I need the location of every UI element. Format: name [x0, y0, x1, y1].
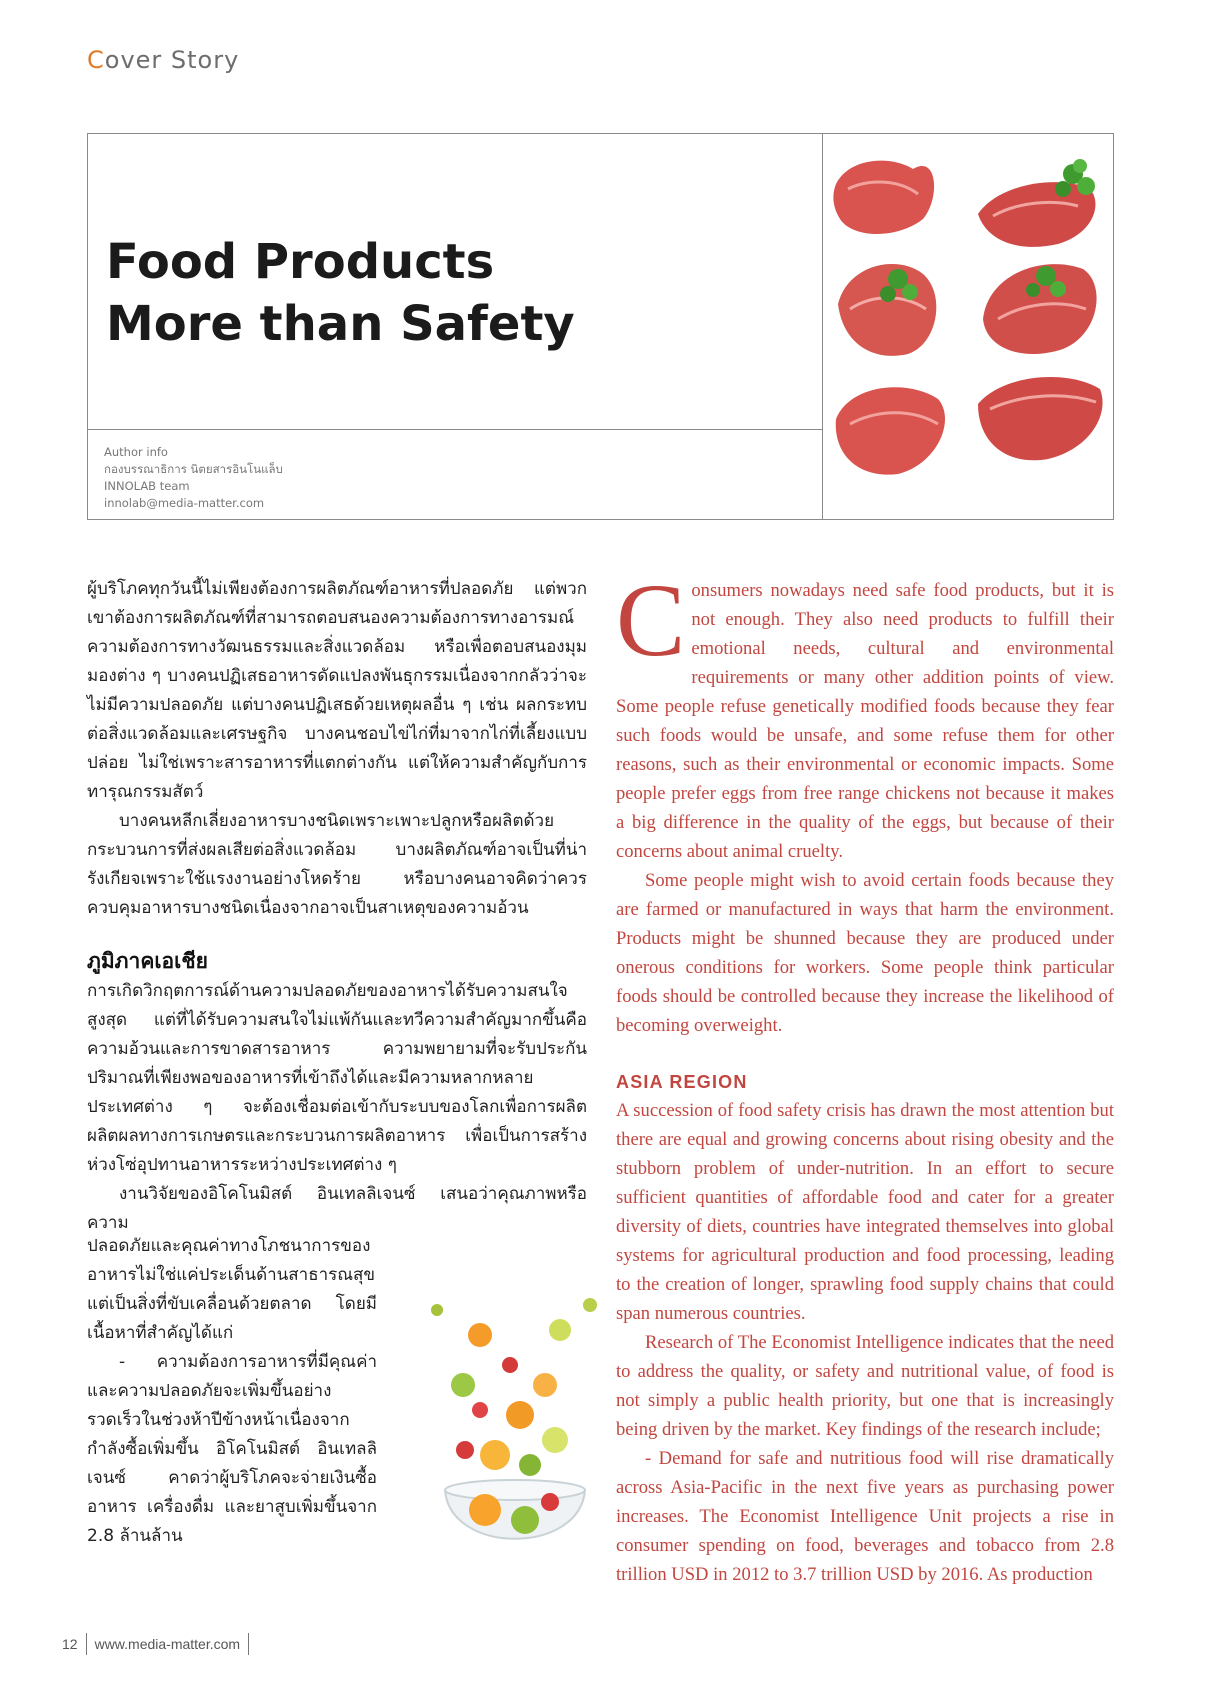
english-section-heading: ASIA REGION — [616, 1072, 748, 1092]
english-paragraph: Some people might wish to avoid certain foods because they are farmed or manufactured in ways that harm the environment. Products might be shunned because they are produced under onerous conditions for workers. Some people think particular foods should be controlled because they increase the likelihood of becoming overweight. — [616, 870, 1114, 1036]
drop-cap: C — [616, 563, 686, 678]
kiwi-slice-icon — [519, 1454, 541, 1476]
bowl-icon — [445, 1480, 585, 1539]
thai-section-heading: ภูมิภาคเอเชีย — [87, 949, 208, 973]
section-label-rest: over Story — [104, 46, 240, 74]
strawberry-icon — [502, 1357, 518, 1373]
meat-slice-icon — [838, 264, 936, 356]
english-paragraph: Research of The Economist Intelligence indicates that the need to address the quality, or safety and nutritional value, of food is not simply a public health priority, but one that is increasingly being driven by the market. Key findings of the research include; — [616, 1332, 1114, 1440]
grape-icon — [583, 1298, 597, 1312]
section-label-initial: C — [87, 46, 105, 74]
orange-slice-icon — [480, 1440, 510, 1470]
raw-meat-photo — [828, 144, 1108, 504]
meat-slice-icon — [978, 182, 1095, 247]
meat-slice-icon — [978, 377, 1103, 460]
meat-slice-icon — [833, 161, 934, 234]
article-title — [106, 231, 575, 355]
author-info — [104, 444, 283, 512]
english-paragraph: onsumers nowadays need safe food products, but it is not enough. They also need products to fulfill their emotional needs, cultural and environmental requirements or many other addition points of view. Some people refuse genetically modified foods because they fear such foods would be unsafe, and some refuse them for other reasons, such as their environmental or economic impacts. Some people prefer eggs from free range chickens not because it makes a big difference in the quality of the eggs, but because of their concerns about animal cruelty. — [616, 580, 1114, 862]
orange-slice-icon — [468, 1323, 492, 1347]
english-column — [616, 563, 1114, 1589]
thai-paragraph: - ความต้องการอาหารที่มีคุณค่าและความปลอดภัยจะเพิ่มขึ้นอย่างรวดเร็วในช่วงห้าปีข้างหน้าเนื่องจากกำลังซื้อเพิ่มขึ้น อิโคโนมิสต์ อินเทลลิเจนซ์ คาดว่าผู้บริโภคจะจ่ายเงินซื้ออาหาร เครื่องดื่ม และยาสูบเพิ่มขึ้นจาก 2.8 ล้านล้าน — [87, 1352, 377, 1546]
author-team: INNOLAB team — [104, 479, 190, 493]
thai-column — [87, 575, 587, 1238]
footer-website-link[interactable]: www.media-matter.com — [94, 1636, 241, 1652]
strawberry-icon — [541, 1493, 559, 1511]
page-footer — [62, 1633, 257, 1655]
strawberry-icon — [472, 1402, 488, 1418]
author-label: Author info — [104, 445, 168, 459]
article-title-line-1: Food Products — [106, 234, 495, 290]
lime-slice-icon — [542, 1427, 568, 1453]
section-label — [87, 46, 239, 74]
orange-slice-icon — [533, 1373, 557, 1397]
lime-slice-icon — [549, 1319, 571, 1341]
thai-paragraph: บางคนหลีกเลี่ยงอาหารบางชนิดเพราะเพาะปลูกหรือผลิตด้วยกระบวนการที่ส่งผลเสียต่อสิ่งแวดล้อม บางผลิตภัณฑ์อาจเป็นที่น่ารังเกียจเพราะใช้แรงงานอย่างโหดร้าย หรือบางคนอาจคิดว่าควรควบคุมอาหารบางชนิดเนื่องจากอาจเป็นสาเหตุของความอ้วน — [87, 811, 587, 918]
thai-column-lower — [87, 1232, 377, 1551]
hero-divider-vertical — [822, 134, 823, 519]
footer-divider — [86, 1633, 87, 1655]
hero-box — [87, 133, 1114, 520]
strawberry-icon — [456, 1441, 474, 1459]
grape-icon — [431, 1304, 443, 1316]
author-email: innolab@media-matter.com — [104, 496, 265, 510]
thai-paragraph: ปลอดภัยและคุณค่าทางโภชนาการของอาหารไม่ใช่แค่ประเด็นด้านสาธารณสุข แต่เป็นสิ่งที่ขับเคลื่อนด้วยตลาด โดยมีเนื้อหาที่สำคัญได้แก่ — [87, 1236, 377, 1343]
kiwi-slice-icon — [511, 1506, 539, 1534]
hero-divider-horizontal — [88, 429, 822, 430]
fruit-bowl-photo — [425, 1290, 605, 1580]
thai-paragraph: งานวิจัยของอิโคโนมิสต์ อินเทลลิเจนซ์ เสนอว่าคุณภาพหรือความ — [87, 1184, 587, 1233]
footer-divider — [248, 1633, 249, 1655]
thai-paragraph: การเกิดวิกฤตการณ์ด้านความปลอดภัยของอาหารได้รับความสนใจสูงสุด แต่ที่ได้รับความสนใจไม่แพ้กันและทวีความสำคัญมากขึ้นคือความอ้วนและการขาดสารอาหาร ความพยายามที่จะรับประกันปริมาณที่เพียงพอของอาหารที่เข้าถึงได้และมีความหลากหลาย ประเทศต่าง ๆ จะต้องเชื่อมต่อเข้ากับระบบของโลกเพื่อการผลิตผลิตผลทางการเกษตรและกระบวนการผลิตอาหาร เพื่อเป็นการสร้างห่วงโซ่อุปทานอาหารระหว่างประเทศต่าง ๆ — [87, 981, 587, 1175]
page-number: 12 — [62, 1636, 78, 1652]
kiwi-slice-icon — [451, 1373, 475, 1397]
english-paragraph: - Demand for safe and nutritious food will rise dramatically across Asia-Pacific in the next five years as purchasing power increases. The Economist Intelligence Unit projects a rise in consumer spending on food, beverages and tobacco from 2.8 trillion USD in 2012 to 3.7 trillion USD by 2016. As production — [616, 1448, 1114, 1585]
article-title-line-2: More than Safety — [106, 296, 575, 352]
english-paragraph: A succession of food safety crisis has drawn the most attention but there are equal and growing concerns about rising obesity and the stubborn problem of under-nutrition. In an effort to secure sufficient quantities of affordable food and cater for a greater diversity of diets, countries have integrated themselves into global systems for agricultural production and food processing, leading to the creation of longer, sprawling food supply chains that could span numerous countries. — [616, 1100, 1114, 1324]
meat-slice-icon — [836, 387, 945, 474]
orange-slice-icon — [469, 1494, 501, 1526]
orange-slice-icon — [506, 1401, 534, 1429]
thai-paragraph: ผู้บริโภคทุกวันนี้ไม่เพียงต้องการผลิตภัณฑ์อาหารที่ปลอดภัย แต่พวกเขาต้องการผลิตภัณฑ์ที่สามารถตอบสนองความต้องการทางอารมณ์ ความต้องการทางวัฒนธรรมและสิ่งแวดล้อม หรือเพื่อตอบสนองมุมมองต่าง ๆ บางคนปฏิเสธอาหารดัดแปลงพันธุกรรมเนื่องจากกลัวว่าจะไม่มีความปลอดภัย แต่บางคนปฏิเสธด้วยเหตุผลอื่น ๆ เช่น ผลกระทบต่อสิ่งแวดล้อมและเศรษฐกิจ บางคนชอบไข่ไก่ที่มาจากไก่ที่เลี้ยงแบบปล่อย ไม่ใช่เพราะสารอาหารที่แตกต่างกัน แต่ให้ความสำคัญกับการทารุณกรรมสัตว์ — [87, 579, 587, 802]
author-name: กองบรรณาธิการ นิตยสารอินโนแล็บ — [104, 462, 283, 476]
